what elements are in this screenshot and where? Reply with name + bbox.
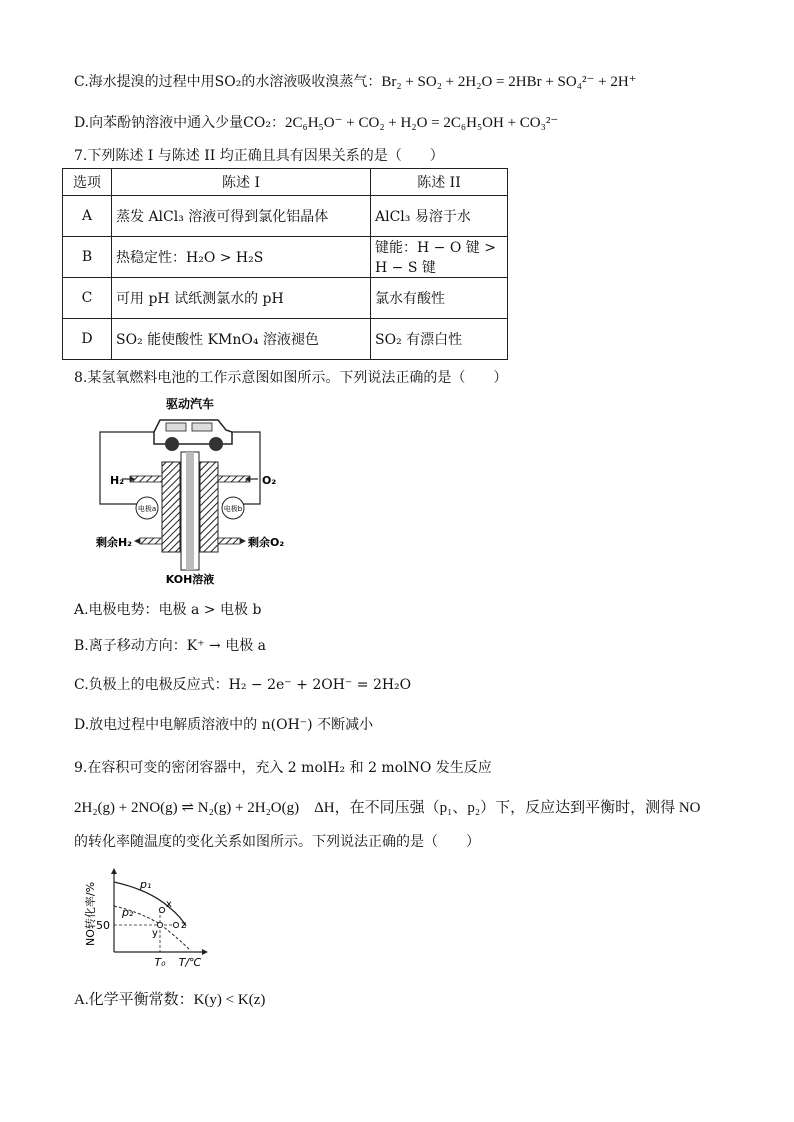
left-wire: [100, 432, 154, 504]
curve-p1-label: p₁: [140, 878, 152, 891]
q8-option-c: C.负极上的电极反应式：H₂ − 2e⁻ + 2OH⁻ = 2H₂O: [74, 677, 412, 693]
q9-option-a-text: A.化学平衡常数：K(y) < K(z): [74, 992, 266, 1008]
car-label: 驱动汽车: [165, 397, 215, 411]
fuel-cell-diagram: [80, 392, 300, 592]
q9-option-a: [74, 990, 265, 1010]
header-cell: 陈述 II: [371, 169, 508, 196]
o2-outlet-pipe: [218, 538, 240, 544]
x-axis-arrow-icon: [202, 949, 208, 955]
q7-stem: 7.下列陈述 I 与陈述 II 均正确且具有因果关系的是（ ）: [74, 148, 444, 164]
table-cell: 键能：H − O 键 > H − S 键: [371, 237, 508, 278]
point-y-label: y: [152, 928, 158, 939]
q6-d-label: D.向苯酚钠溶液中通入少量CO₂：: [74, 115, 285, 131]
table-cell: C: [63, 278, 112, 319]
q7-table: [62, 168, 508, 360]
header-cell: 陈述 I: [112, 169, 371, 196]
q6-c-label: C.海水提溴的过程中用SO₂的水溶液吸收溴蒸气：: [74, 74, 382, 90]
table-row: [63, 237, 508, 278]
conversion-graph: [80, 866, 220, 972]
h2-inlet-label: H₂: [110, 474, 125, 487]
point-x: [159, 907, 164, 912]
x-tick-label: T₀: [154, 956, 166, 969]
point-z-label: z: [181, 920, 187, 931]
q6-option-d: [74, 113, 558, 133]
table-cell: D: [63, 319, 112, 360]
table-cell: A: [63, 196, 112, 237]
table-row: [63, 278, 508, 319]
arrow-right-icon: [240, 538, 246, 544]
h2-outlet-label: 剩余H₂: [95, 536, 132, 549]
q6-c-equation: Br₂ + SO₂ + 2H₂O = 2HBr + SO₄²⁻ + 2H⁺: [381, 74, 637, 90]
q8-option-d: D.放电过程中电解质溶液中的 n(OH⁻) 不断减小: [74, 717, 374, 733]
table-cell: SO₂ 有漂白性: [371, 319, 508, 360]
car-icon: [154, 420, 232, 451]
q9-stem-line2: [74, 798, 701, 818]
table-cell: 蒸发 AlCl₃ 溶液可得到氯化铝晶体: [112, 196, 371, 237]
electrode-a-plate: [162, 462, 180, 552]
point-y: [157, 922, 162, 927]
q6-option-c: [74, 72, 637, 92]
q9-stem-equation: 2H₂(g) + 2NO(g) ⇌ N₂(g) + 2H₂O(g) ΔH，在不同压强（p₁、p₂）下，反应达到平衡时，测得 NO: [74, 800, 701, 816]
q9-stem-line3: 的转化率随温度的变化关系如图所示。下列说法正确的是（ ）: [74, 834, 480, 850]
electrode-b-plate: [200, 462, 218, 552]
y-axis-label: NO转化率/%: [84, 881, 97, 947]
table-cell: 热稳定性：H₂O > H₂S: [112, 237, 371, 278]
q8-option-b: B.离子移动方向：K⁺ → 电极 a: [74, 638, 267, 654]
table-cell: B: [63, 237, 112, 278]
curve-p2-label: p₂: [122, 906, 134, 919]
table-header-row: [63, 169, 508, 196]
table-row: [63, 196, 508, 237]
q6-d-equation: 2C₆H₅O⁻ + CO₂ + H₂O = 2C₆H₅OH + CO₃²⁻: [284, 115, 559, 131]
electrolyte-label: KOH溶液: [165, 573, 215, 586]
point-z: [173, 922, 178, 927]
header-cell: 选项: [63, 169, 112, 196]
h2-outlet-pipe: [140, 538, 162, 544]
arrow-left-icon: [134, 538, 140, 544]
q8-option-a: A.电极电势：电极 a > 电极 b: [74, 602, 262, 618]
point-x-label: x: [166, 899, 172, 910]
q9-stem-line1: 9.在容积可变的密闭容器中，充入 2 molH₂ 和 2 molNO 发生反应: [74, 760, 492, 776]
y-axis-arrow-icon: [111, 868, 117, 874]
o2-inlet-label: O₂: [262, 474, 277, 487]
table-cell: SO₂ 能使酸性 KMnO₄ 溶液褪色: [112, 319, 371, 360]
table-cell: 可用 pH 试纸测氯水的 pH: [112, 278, 371, 319]
table-cell: 氯水有酸性: [371, 278, 508, 319]
electrode-b-label: 电极b: [223, 505, 243, 513]
electrode-a-label: 电极a: [137, 505, 157, 513]
q8-stem: 8.某氢氧燃料电池的工作示意图如图所示。下列说法正确的是（ ）: [74, 370, 508, 386]
table-row: [63, 319, 508, 360]
x-axis-label: T/℃: [178, 956, 202, 969]
table-cell: AlCl₃ 易溶于水: [371, 196, 508, 237]
y-tick-label: 50: [96, 919, 110, 932]
o2-outlet-label: 剩余O₂: [248, 536, 285, 549]
